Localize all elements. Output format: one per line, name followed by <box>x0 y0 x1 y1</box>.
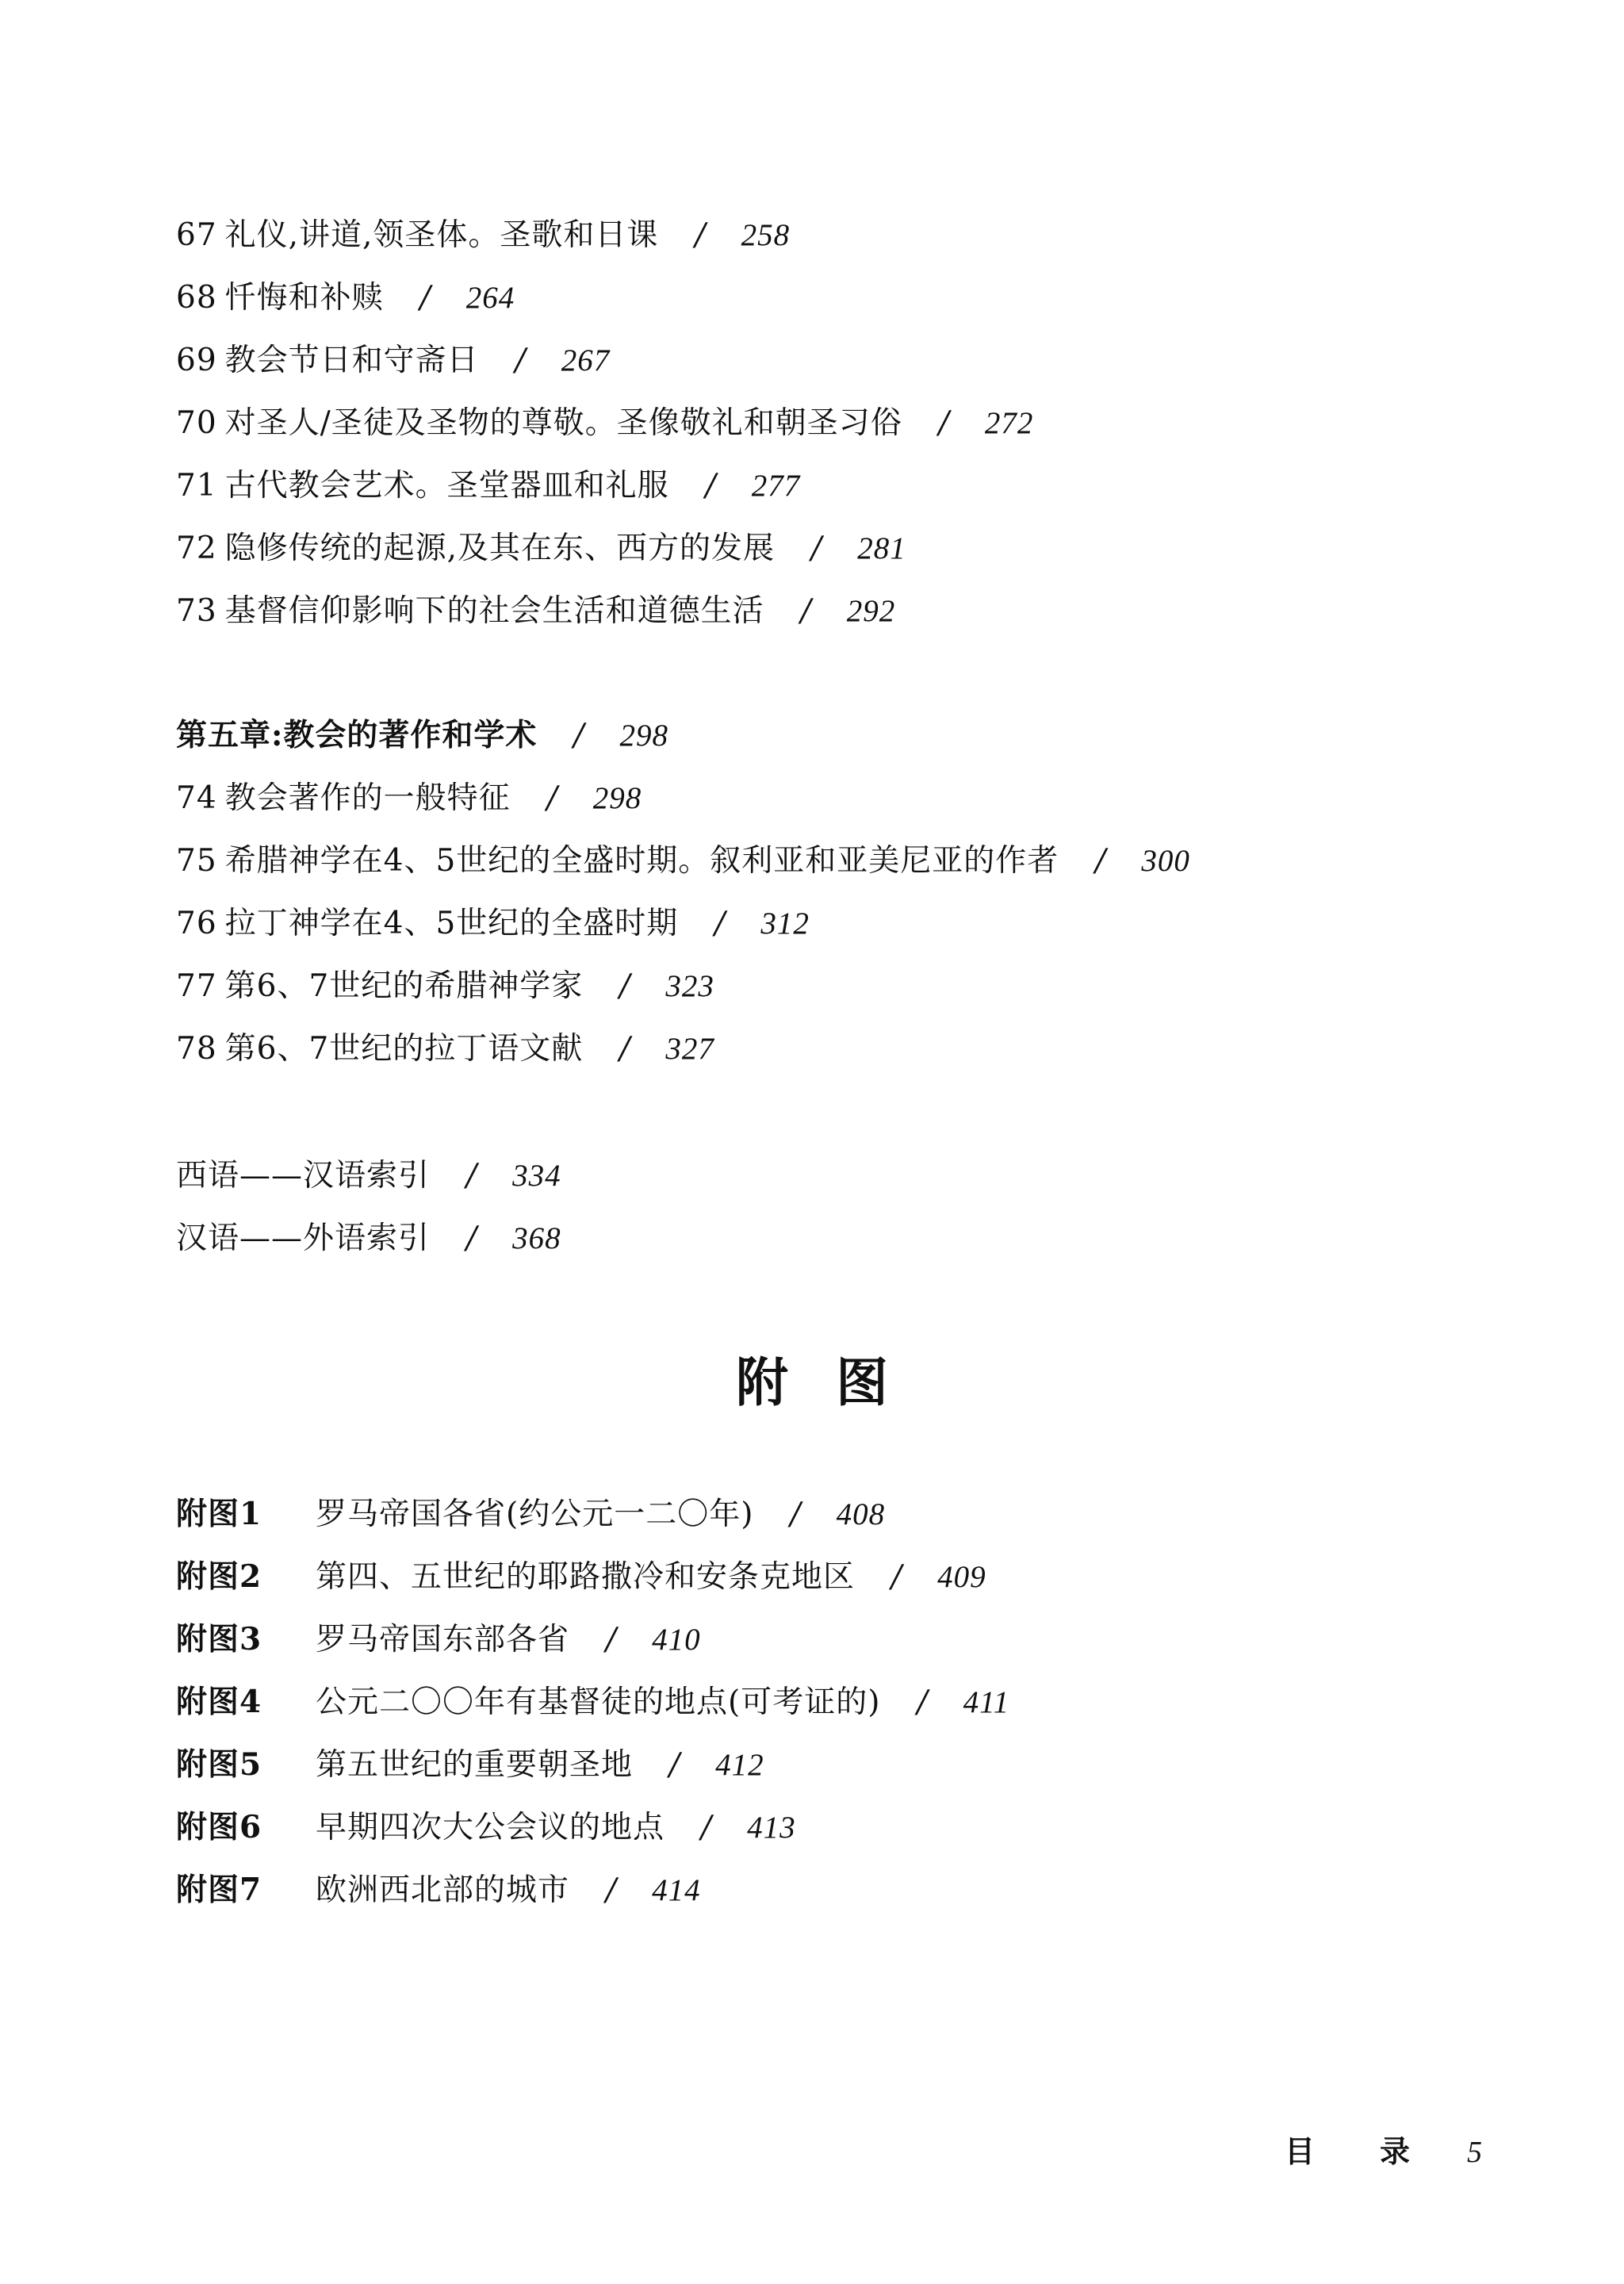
entry-title: 拉丁神学在4、5世纪的全盛时期 <box>224 906 679 941</box>
toc-entry[interactable] <box>176 266 1524 329</box>
figure-title: 罗马帝国各省(约公元一二〇年) <box>316 1496 754 1532</box>
entry-page: 292 <box>846 594 896 628</box>
separator: / <box>466 1221 478 1256</box>
figure-label: 附图5 <box>176 1746 262 1783</box>
entry-title: 教会节日和守斋日 <box>224 343 479 378</box>
toc-entry[interactable] <box>176 1017 1524 1080</box>
entry-number: 78 <box>176 1031 217 1067</box>
figure-page: 410 <box>652 1623 701 1657</box>
toc-entry[interactable] <box>176 830 1524 892</box>
index-title: 汉语——外语索引 <box>176 1221 431 1256</box>
chapter-heading[interactable] <box>176 704 1524 767</box>
separator: / <box>917 1684 929 1720</box>
entry-number: 69 <box>176 343 217 378</box>
figure-label: 附图1 <box>176 1496 262 1532</box>
separator: / <box>619 1031 631 1067</box>
separator: / <box>705 468 717 504</box>
separator: / <box>695 217 707 253</box>
toc-entry[interactable] <box>176 329 1524 392</box>
entry-page: 298 <box>592 781 642 815</box>
entry-title: 第6、7世纪的拉丁语文献 <box>224 1031 584 1067</box>
entry-title: 忏悔和补赎 <box>224 280 384 316</box>
toc-entry[interactable] <box>176 767 1524 830</box>
entry-number: 77 <box>176 968 217 1004</box>
toc-entry[interactable] <box>176 955 1524 1017</box>
figure-entry[interactable] <box>176 1734 1524 1796</box>
figure-entry[interactable] <box>176 1483 1524 1546</box>
entry-number: 67 <box>176 217 217 253</box>
entry-number: 74 <box>176 780 217 816</box>
separator: / <box>701 1810 713 1845</box>
chapter-title: 第五章:教会的著作和学术 <box>176 717 538 753</box>
entry-page: 300 <box>1141 844 1190 878</box>
entry-number: 70 <box>176 405 217 441</box>
figure-title: 公元二〇〇年有基督徒的地点(可考证的) <box>316 1684 881 1720</box>
separator: / <box>938 405 950 441</box>
figure-label: 附图2 <box>176 1558 262 1595</box>
figure-page: 411 <box>963 1685 1010 1719</box>
toc-entry[interactable] <box>176 517 1524 580</box>
figure-entry[interactable] <box>176 1796 1524 1859</box>
entry-title: 第6、7世纪的希腊神学家 <box>224 968 584 1004</box>
toc-entry[interactable] <box>176 580 1524 642</box>
figure-page: 408 <box>836 1497 886 1531</box>
separator: / <box>573 718 585 753</box>
footer-label-1: 目 <box>1285 2133 1316 2169</box>
figure-title: 罗马帝国东部各省 <box>316 1622 570 1657</box>
entry-page: 277 <box>751 469 801 503</box>
entry-number: 68 <box>176 280 217 316</box>
figure-label: 附图6 <box>176 1809 262 1845</box>
entry-title: 礼仪,讲道,领圣体。圣歌和日课 <box>224 217 659 253</box>
footer-label-2: 录 <box>1380 2133 1411 2169</box>
toc-entry[interactable] <box>176 204 1524 266</box>
toc-section-indexes <box>176 1144 1524 1270</box>
entry-title: 古代教会艺术。圣堂器皿和礼服 <box>224 468 669 504</box>
index-page: 368 <box>512 1221 561 1255</box>
figure-entry[interactable] <box>176 1608 1524 1671</box>
toc-section-liturgy <box>176 204 1524 642</box>
separator: / <box>546 780 558 816</box>
separator: / <box>811 531 823 566</box>
separator: / <box>1095 843 1107 879</box>
page-footer <box>1285 2128 1538 2175</box>
figure-page: 413 <box>747 1811 796 1845</box>
entry-title: 教会著作的一般特征 <box>224 780 511 816</box>
figure-label: 附图3 <box>176 1621 262 1657</box>
figure-page: 409 <box>937 1560 986 1594</box>
figure-entry[interactable] <box>176 1859 1524 1922</box>
separator: / <box>606 1622 618 1657</box>
toc-entry[interactable] <box>176 392 1524 454</box>
separator: / <box>606 1872 618 1908</box>
entry-title: 隐修传统的起源,及其在东、西方的发展 <box>224 531 776 566</box>
figure-label: 附图7 <box>176 1872 262 1908</box>
figure-page: 414 <box>652 1873 701 1907</box>
index-entry[interactable] <box>176 1144 1524 1207</box>
figure-title: 第四、五世纪的耶路撒冷和安条克地区 <box>316 1559 856 1595</box>
separator: / <box>891 1559 903 1595</box>
entry-page: 312 <box>760 906 810 941</box>
entry-title: 对圣人/圣徒及圣物的尊敬。圣像敬礼和朝圣习俗 <box>224 405 902 441</box>
entry-page: 264 <box>465 281 515 315</box>
entry-number: 71 <box>176 468 217 504</box>
entry-page: 281 <box>857 531 906 565</box>
entry-number: 75 <box>176 843 217 879</box>
entry-page: 267 <box>561 343 611 377</box>
figure-title: 早期四次大公会议的地点 <box>316 1810 665 1845</box>
figure-page: 412 <box>715 1748 764 1782</box>
entry-page: 272 <box>984 406 1034 440</box>
index-entry[interactable] <box>176 1207 1524 1270</box>
figure-title: 欧洲西北部的城市 <box>316 1872 570 1908</box>
index-title: 西语——汉语索引 <box>176 1158 431 1194</box>
separator: / <box>714 906 726 941</box>
entry-number: 72 <box>176 531 217 566</box>
separator: / <box>466 1158 478 1194</box>
toc-section-chapter5 <box>176 704 1524 1080</box>
figure-entry[interactable] <box>176 1671 1524 1734</box>
entry-title: 希腊神学在4、5世纪的全盛时期。叙利亚和亚美尼亚的作者 <box>224 843 1059 879</box>
toc-entry[interactable] <box>176 892 1524 955</box>
separator: / <box>790 1496 802 1532</box>
entry-number: 76 <box>176 906 217 941</box>
entry-title: 基督信仰影响下的社会生活和道德生活 <box>224 593 764 629</box>
figure-label: 附图4 <box>176 1684 262 1720</box>
figure-title: 第五世纪的重要朝圣地 <box>316 1747 634 1783</box>
figures-heading: 附图 <box>736 1351 936 1413</box>
page-number: 5 <box>1467 2136 1482 2169</box>
entry-page: 258 <box>741 218 791 252</box>
figures-list <box>176 1483 1524 1922</box>
separator: / <box>669 1747 681 1783</box>
separator: / <box>419 280 431 316</box>
toc-entry[interactable] <box>176 454 1524 517</box>
chapter-page: 298 <box>619 719 669 753</box>
index-page: 334 <box>512 1159 561 1193</box>
entry-page: 323 <box>665 969 714 1003</box>
separator: / <box>800 593 812 629</box>
separator: / <box>619 968 631 1004</box>
entry-page: 327 <box>665 1032 714 1066</box>
separator: / <box>515 343 527 378</box>
figure-entry[interactable] <box>176 1546 1524 1608</box>
entry-number: 73 <box>176 593 217 629</box>
